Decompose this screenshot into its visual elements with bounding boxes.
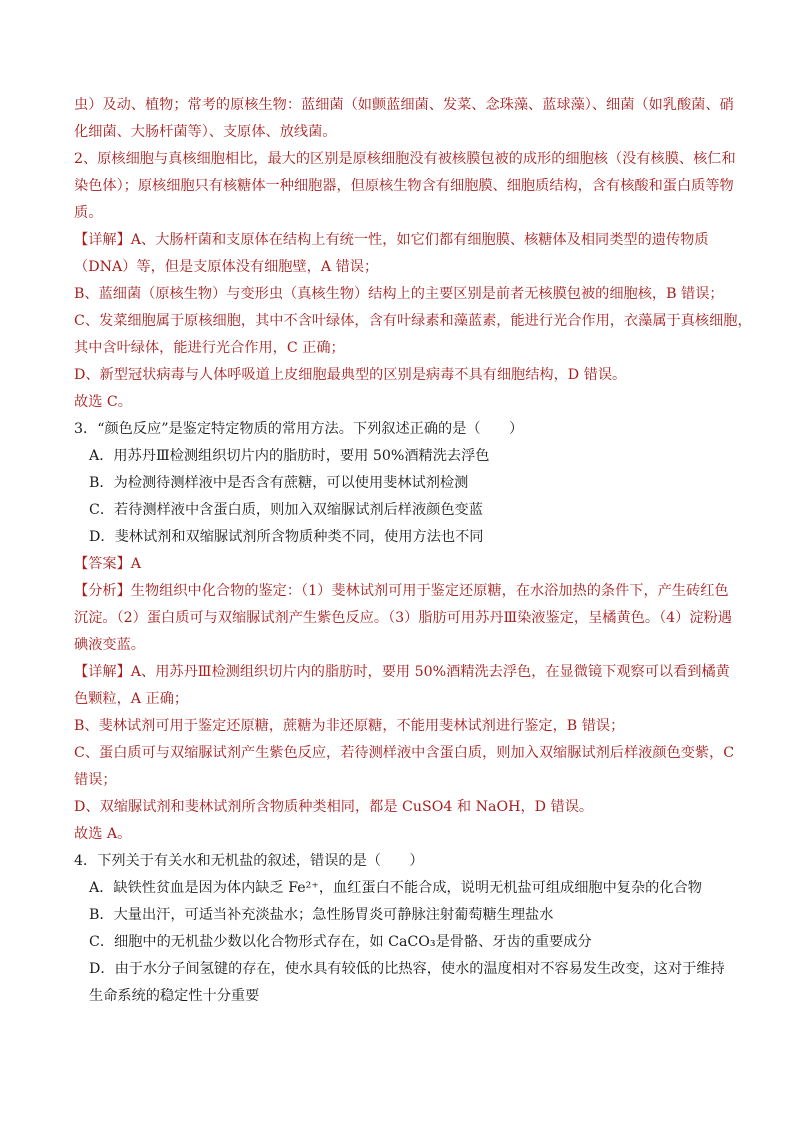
line-text: D、新型冠状病毒与人体呼吸道上皮细胞最典型的区别是病毒不具有细胞结构，D 错误。	[74, 367, 627, 383]
line-text: C．若待测样液中含蛋白质，则加入双缩脲试剂后样液颜色变蓝	[89, 502, 483, 518]
line-text: 错误；	[74, 772, 117, 788]
text-line	[74, 929, 724, 956]
text-line	[74, 767, 724, 794]
text-line	[74, 956, 724, 983]
line-text: B、蓝细菌（原核生物）与变形虫（真核生物）结构上的主要区别是前者无核膜包被的细胞核，B 错误；	[74, 286, 724, 302]
text-line	[74, 119, 724, 146]
section-label: 【详解】	[74, 232, 131, 248]
text-line	[74, 443, 724, 470]
line-text: D、双缩脲试剂和斐林试剂所含物质种类相同，都是 CuSO4 和 NaOH，D 错误。	[74, 799, 594, 815]
text-line	[74, 848, 724, 875]
line-text: C、发菜细胞属于原核细胞，其中不含叶绿体，含有叶绿素和藻蓝素，能进行光合作用，衣藻属于真核细胞，	[74, 313, 752, 329]
line-text: D．斐林试剂和双缩脲试剂所含物质种类不同，使用方法也不同	[89, 529, 484, 545]
line-text: 3．“颜色反应”是鉴定特定物质的常用方法。下列叙述正确的是（ ）	[74, 421, 524, 437]
line-text: 2、原核细胞与真核细胞相比，最大的区别是原核细胞没有被核膜包被的成形的细胞核（没有核膜、核仁和	[74, 151, 736, 167]
text-line	[74, 200, 724, 227]
line-text: 质。	[74, 205, 103, 221]
text-line	[74, 497, 724, 524]
text-line	[74, 389, 724, 416]
text-line	[74, 146, 736, 173]
text-line	[74, 416, 724, 443]
text-line	[74, 308, 752, 335]
text-line	[74, 578, 729, 605]
document-body	[74, 92, 752, 1010]
line-text: B．大量出汗，可适当补充淡盐水；急性肠胃炎可静脉注射葡萄糖生理盐水	[89, 907, 554, 923]
text-line	[74, 902, 724, 929]
text-line	[74, 983, 724, 1010]
line-text: 染色体）；原核细胞只有核糖体一种细胞器，但原核生物含有细胞膜、细胞质结构，含有核酸和蛋白质等物	[74, 178, 734, 194]
line-text: 故选 C。	[74, 394, 132, 410]
section-label: 【答案】	[74, 556, 131, 572]
text-line	[74, 281, 724, 308]
text-line	[74, 632, 724, 659]
line-text: 4．下列关于有关水和无机盐的叙述，错误的是（ ）	[74, 853, 424, 869]
line-text: B．为检测待测样液中是否含有蔗糖，可以使用斐林试剂检测	[89, 475, 469, 491]
section-label: 【分析】	[74, 583, 131, 599]
text-line	[74, 254, 724, 281]
line-text: D．由于水分子间氢键的存在，使水具有较低的比热容，使水的温度相对不容易发生改变，这对于维持	[89, 961, 725, 977]
text-line	[74, 335, 724, 362]
section-label: 【详解】	[74, 664, 131, 680]
text-line	[74, 821, 724, 848]
text-line	[74, 605, 732, 632]
line-text: A	[130, 556, 142, 572]
line-text: 生物组织中化合物的鉴定：（1）斐林试剂可用于鉴定还原糖，在水浴加热的条件下，产生砖红色	[130, 583, 729, 599]
text-line	[74, 875, 724, 902]
text-line	[74, 551, 724, 578]
text-line	[74, 794, 724, 821]
line-text: 碘液变蓝。	[74, 637, 145, 653]
text-line	[74, 470, 724, 497]
text-line	[74, 713, 724, 740]
text-line	[74, 659, 730, 686]
text-line	[74, 740, 735, 767]
line-text: 其中含叶绿体，能进行光合作用，C 正确；	[74, 340, 345, 356]
line-text: B、斐林试剂可用于鉴定还原糖，蔗糖为非还原糖，不能用斐林试剂进行鉴定，B 错误；	[74, 718, 625, 734]
line-text: （DNA）等，但是支原体没有细胞壁，A 错误；	[74, 259, 379, 275]
line-text: 化细菌、大肠杆菌等）、支原体、放线菌。	[74, 124, 337, 140]
line-text: 生命系统的稳定性十分重要	[89, 988, 260, 1004]
line-text: 虫）及动、植物；常考的原核生物：蓝细菌（如颤蓝细菌、发菜、念珠藻、蓝球藻）、细菌（如乳酸菌、硝	[74, 97, 734, 113]
line-text: A．用苏丹Ⅲ检测组织切片内的脂肪时，要用 50%酒精洗去浮色	[89, 448, 490, 464]
line-text: C．细胞中的无机盐少数以化合物形式存在，如 CaCO₃是骨骼、牙齿的重要成分	[89, 934, 592, 950]
text-line	[74, 524, 724, 551]
text-line	[74, 227, 724, 254]
text-line	[74, 92, 734, 119]
line-text: 沉淀。（2）蛋白质可与双缩脲试剂产生紫色反应。（3）脂肪可用苏丹Ⅲ染液鉴定，呈橘黄色。（4）淀粉遇	[74, 610, 732, 626]
text-line	[74, 362, 724, 389]
line-text: A、大肠杆菌和支原体在结构上有统一性，如它们都有细胞膜、核糖体及相同类型的遗传物质	[130, 232, 709, 248]
line-text: 色颗粒，A 正确；	[74, 691, 189, 707]
line-text: A、用苏丹Ⅲ检测组织切片内的脂肪时，要用 50%酒精洗去浮色，在显微镜下观察可以看到橘黄	[130, 664, 730, 680]
line-text: A．缺铁性贫血是因为体内缺乏 Fe²⁺，血红蛋白不能合成，说明无机盐可组成细胞中复杂的化合物	[89, 880, 702, 896]
text-line	[74, 686, 724, 713]
text-line	[74, 173, 734, 200]
line-text: C、蛋白质可与双缩脲试剂产生紫色反应，若待测样液中含蛋白质，则加入双缩脲试剂后样液颜色变紫，C	[74, 745, 735, 761]
line-text: 故选 A。	[74, 826, 132, 842]
